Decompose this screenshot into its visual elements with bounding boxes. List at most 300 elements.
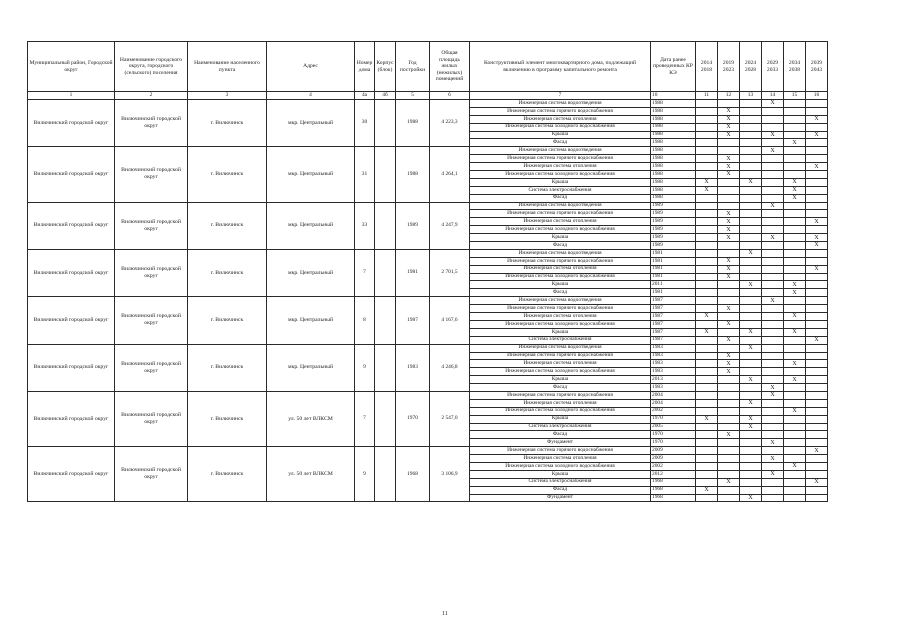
period-mark-cell (762, 494, 784, 502)
period-mark-cell (806, 273, 828, 281)
element-name-cell: Система электроснабжения (470, 186, 651, 194)
period-mark-cell (740, 478, 762, 486)
period-mark-cell (806, 376, 828, 384)
period-mark-cell (806, 281, 828, 289)
element-name-cell: Инженерная система холодного водоснабжения (470, 123, 651, 131)
period-mark-cell (696, 320, 718, 328)
period-mark-cell (806, 415, 828, 423)
period-mark-cell (762, 447, 784, 455)
element-name-cell: Инженерная система водоотведения (470, 249, 651, 257)
period-mark-cell (784, 107, 806, 115)
period-mark-cell (740, 391, 762, 399)
period-mark-cell (762, 376, 784, 384)
period-mark-cell (784, 391, 806, 399)
period-mark-cell (696, 399, 718, 407)
element-name-cell: Крыша (470, 131, 651, 139)
locality-cell: г. Вилючинск (188, 391, 267, 446)
period-mark-cell (806, 423, 828, 431)
previous-repair-date-cell: 1981 (651, 289, 696, 297)
period-mark-cell (762, 320, 784, 328)
period-mark-cell (740, 100, 762, 108)
period-mark-cell: X (718, 163, 740, 171)
period-mark-cell: X (762, 297, 784, 305)
period-mark-cell (762, 210, 784, 218)
period-mark-cell (718, 415, 740, 423)
period-mark-cell: X (740, 423, 762, 431)
municipality-cell: Вилючинский городской округ (115, 297, 188, 344)
municipality-cell: Вилючинский городской округ (115, 100, 188, 147)
period-mark-cell (696, 297, 718, 305)
period-mark-cell: X (718, 171, 740, 179)
period-mark-cell (784, 494, 806, 502)
period-mark-cell: X (718, 352, 740, 360)
period-mark-cell (806, 344, 828, 352)
house-number-cell: 30 (355, 100, 375, 147)
period-mark-cell: X (718, 431, 740, 439)
period-mark-cell (718, 384, 740, 392)
period-mark-cell (718, 139, 740, 147)
period-mark-cell (762, 423, 784, 431)
period-mark-cell: X (718, 360, 740, 368)
period-mark-cell: X (740, 494, 762, 502)
period-mark-cell (762, 218, 784, 226)
period-mark-cell: X (784, 360, 806, 368)
period-mark-cell (762, 194, 784, 202)
period-mark-cell (762, 249, 784, 257)
period-mark-cell (696, 131, 718, 139)
period-mark-cell (806, 328, 828, 336)
period-mark-cell (740, 115, 762, 123)
locality-cell: г. Вилючинск (188, 202, 267, 249)
period-mark-cell: X (784, 313, 806, 321)
period-mark-cell: X (718, 115, 740, 123)
element-name-cell: Фундамент (470, 494, 651, 502)
previous-repair-date-cell: 1988 (651, 100, 696, 108)
previous-repair-date-cell: 1968 (651, 478, 696, 486)
period-mark-cell (718, 455, 740, 463)
previous-repair-date-cell: 1981 (651, 249, 696, 257)
period-mark-cell (762, 226, 784, 234)
element-name-cell: Фундамент (470, 439, 651, 447)
period-mark-cell (696, 265, 718, 273)
period-mark-cell: X (784, 328, 806, 336)
period-mark-cell (806, 431, 828, 439)
period-mark-cell (696, 478, 718, 486)
period-mark-cell (806, 360, 828, 368)
period-mark-cell (718, 186, 740, 194)
period-mark-cell: X (718, 273, 740, 281)
period-mark-cell: X (718, 107, 740, 115)
period-mark-cell (806, 139, 828, 147)
previous-repair-date-cell: 1989 (651, 202, 696, 210)
period-mark-cell (696, 360, 718, 368)
area-cell: 2 701,5 (430, 249, 470, 296)
period-mark-cell (696, 210, 718, 218)
period-mark-cell (806, 186, 828, 194)
block-cell (375, 344, 396, 391)
previous-repair-date-cell: 1987 (651, 320, 696, 328)
column-number: 4 (267, 92, 355, 100)
period-mark-cell (718, 289, 740, 297)
column-number: 4а (355, 92, 375, 100)
address-cell: мкр. Центральный (267, 297, 355, 344)
period-mark-cell (696, 202, 718, 210)
period-mark-cell (762, 352, 784, 360)
period-mark-cell: X (784, 139, 806, 147)
period-mark-cell (784, 171, 806, 179)
period-mark-cell: X (696, 178, 718, 186)
period-mark-cell (784, 218, 806, 226)
period-mark-cell (806, 257, 828, 265)
element-name-cell: Инженерная система холодного водоснабжения (470, 171, 651, 179)
period-mark-cell: X (740, 328, 762, 336)
address-cell: ул. 50 лет ВЛКСМ (267, 391, 355, 446)
period-mark-cell (784, 399, 806, 407)
district-cell: Вилючинский городской округ (28, 202, 115, 249)
municipality-cell: Вилючинский городской округ (115, 447, 188, 502)
element-name-cell: Инженерная система горячего водоснабжения (470, 305, 651, 313)
element-name-cell: Инженерная система горячего водоснабжения (470, 210, 651, 218)
period-mark-cell (718, 297, 740, 305)
period-mark-cell (696, 257, 718, 265)
period-mark-cell: X (784, 289, 806, 297)
period-mark-cell: X (762, 131, 784, 139)
period-mark-cell: X (718, 336, 740, 344)
period-mark-cell (762, 242, 784, 250)
block-cell (375, 391, 396, 446)
period-mark-cell (718, 462, 740, 470)
period-mark-cell (718, 486, 740, 494)
period-mark-cell (740, 147, 762, 155)
period-mark-cell (696, 155, 718, 163)
header-cell: Адрес (267, 42, 355, 92)
period-mark-cell (762, 486, 784, 494)
period-mark-cell (696, 407, 718, 415)
period-mark-cell: X (718, 226, 740, 234)
period-mark-cell (740, 352, 762, 360)
previous-repair-date-cell: 2009 (651, 455, 696, 463)
period-mark-cell (784, 131, 806, 139)
element-name-cell: Фасад (470, 194, 651, 202)
period-mark-cell (740, 289, 762, 297)
period-mark-cell (718, 328, 740, 336)
period-mark-cell: X (806, 218, 828, 226)
period-mark-cell (718, 407, 740, 415)
table-row (28, 344, 828, 352)
period-mark-cell (784, 123, 806, 131)
period-mark-cell (762, 281, 784, 289)
header-cell: Номер дома (355, 42, 375, 92)
previous-repair-date-cell: 1988 (651, 155, 696, 163)
previous-repair-date-cell: 1981 (651, 265, 696, 273)
period-mark-cell: X (696, 486, 718, 494)
header-cell: 2019 2023 (718, 42, 740, 92)
period-mark-cell: X (718, 478, 740, 486)
period-mark-cell (784, 384, 806, 392)
period-mark-cell (762, 171, 784, 179)
element-name-cell: Инженерная система отопления (470, 163, 651, 171)
element-name-cell: Инженерная система отопления (470, 399, 651, 407)
element-name-cell: Крыша (470, 328, 651, 336)
column-number: 14 (762, 92, 784, 100)
period-mark-cell (718, 399, 740, 407)
element-name-cell: Крыша (470, 234, 651, 242)
period-mark-cell (718, 313, 740, 321)
block-cell (375, 147, 396, 202)
period-mark-cell (740, 226, 762, 234)
period-mark-cell (784, 249, 806, 257)
period-mark-cell (740, 265, 762, 273)
period-mark-cell (806, 107, 828, 115)
period-mark-cell (696, 336, 718, 344)
period-mark-cell: X (718, 131, 740, 139)
period-mark-cell: X (806, 131, 828, 139)
period-mark-cell (784, 478, 806, 486)
header-cell: Дата ранее проведенных КР КЭ (651, 42, 696, 92)
period-mark-cell (762, 431, 784, 439)
header-cell: Общая площадь жилых (нежилых) помещений (430, 42, 470, 92)
period-mark-cell (696, 242, 718, 250)
element-name-cell: Инженерная система отопления (470, 218, 651, 226)
house-number-cell: 7 (355, 249, 375, 296)
period-mark-cell (740, 202, 762, 210)
period-mark-cell (696, 226, 718, 234)
period-mark-cell (740, 139, 762, 147)
period-mark-cell (740, 257, 762, 265)
period-mark-cell (762, 313, 784, 321)
element-name-cell: Инженерная система горячего водоснабжения (470, 155, 651, 163)
period-mark-cell (740, 210, 762, 218)
period-mark-cell: X (718, 368, 740, 376)
table-row (28, 249, 828, 257)
period-mark-cell: X (740, 178, 762, 186)
period-mark-cell (806, 123, 828, 131)
previous-repair-date-cell: 1981 (651, 273, 696, 281)
period-mark-cell (740, 313, 762, 321)
previous-repair-date-cell: 1988 (651, 107, 696, 115)
previous-repair-date-cell: 1988 (651, 163, 696, 171)
period-mark-cell (806, 155, 828, 163)
period-mark-cell (696, 289, 718, 297)
period-mark-cell (696, 344, 718, 352)
period-mark-cell (740, 234, 762, 242)
build-year-cell: 1989 (396, 202, 430, 249)
period-mark-cell (806, 313, 828, 321)
period-mark-cell (718, 423, 740, 431)
previous-repair-date-cell: 2002 (651, 407, 696, 415)
period-mark-cell (740, 218, 762, 226)
period-mark-cell (762, 107, 784, 115)
municipality-cell: Вилючинский городской округ (115, 249, 188, 296)
period-mark-cell (806, 494, 828, 502)
previous-repair-date-cell: 1988 (651, 171, 696, 179)
previous-repair-date-cell: 2011 (651, 281, 696, 289)
element-name-cell: Инженерная система холодного водоснабжения (470, 407, 651, 415)
period-mark-cell (806, 470, 828, 478)
period-mark-cell (762, 265, 784, 273)
element-name-cell: Инженерная система холодного водоснабжения (470, 226, 651, 234)
element-name-cell: Крыша (470, 470, 651, 478)
period-mark-cell (806, 289, 828, 297)
period-mark-cell (762, 186, 784, 194)
period-mark-cell (762, 305, 784, 313)
build-year-cell: 1988 (396, 147, 430, 202)
element-name-cell: Инженерная система водоотведения (470, 202, 651, 210)
period-mark-cell (762, 289, 784, 297)
period-mark-cell (784, 242, 806, 250)
period-mark-cell (718, 147, 740, 155)
page-number: 11 (442, 611, 448, 617)
period-mark-cell (696, 470, 718, 478)
period-mark-cell: X (806, 242, 828, 250)
period-mark-cell (696, 139, 718, 147)
previous-repair-date-cell: 1983 (651, 352, 696, 360)
table-row (28, 391, 828, 399)
period-mark-cell: X (806, 163, 828, 171)
locality-cell: г. Вилючинск (188, 147, 267, 202)
previous-repair-date-cell: 1968 (651, 486, 696, 494)
period-mark-cell (718, 202, 740, 210)
house-number-cell: 9 (355, 344, 375, 391)
period-mark-cell (718, 178, 740, 186)
period-mark-cell: X (718, 265, 740, 273)
period-mark-cell: X (806, 478, 828, 486)
previous-repair-date-cell: 1970 (651, 415, 696, 423)
district-cell: Вилючинский городской округ (28, 391, 115, 446)
period-mark-cell (762, 123, 784, 131)
period-mark-cell: X (718, 218, 740, 226)
period-mark-cell (784, 210, 806, 218)
period-mark-cell: X (762, 100, 784, 108)
period-mark-cell (740, 155, 762, 163)
block-cell (375, 249, 396, 296)
previous-repair-date-cell: 1983 (651, 368, 696, 376)
period-mark-cell (806, 210, 828, 218)
address-cell: мкр. Центральный (267, 249, 355, 296)
element-name-cell: Фасад (470, 289, 651, 297)
period-mark-cell (740, 273, 762, 281)
period-mark-cell (718, 281, 740, 289)
column-number: 12 (718, 92, 740, 100)
table-row (28, 297, 828, 305)
period-mark-cell (696, 423, 718, 431)
element-name-cell: Инженерная система горячего водоснабжения (470, 391, 651, 399)
element-name-cell: Инженерная система водоотведения (470, 344, 651, 352)
period-mark-cell (740, 407, 762, 415)
previous-repair-date-cell: 1988 (651, 194, 696, 202)
previous-repair-date-cell: 1989 (651, 218, 696, 226)
period-mark-cell (718, 447, 740, 455)
period-mark-cell: X (762, 439, 784, 447)
period-mark-cell: X (784, 186, 806, 194)
previous-repair-date-cell: 1988 (651, 123, 696, 131)
address-cell: мкр. Центральный (267, 147, 355, 202)
previous-repair-date-cell: 2005 (651, 423, 696, 431)
period-mark-cell (784, 431, 806, 439)
element-name-cell: Инженерная система водоотведения (470, 100, 651, 108)
period-mark-cell (740, 123, 762, 131)
period-mark-cell: X (718, 305, 740, 313)
header-cell: Наименование городского округа, городского (сельского) поселения (115, 42, 188, 92)
period-mark-cell (718, 470, 740, 478)
header-cell: Муниципальный район, Городской округ (28, 42, 115, 92)
period-mark-cell (784, 305, 806, 313)
district-cell: Вилючинский городской округ (28, 100, 115, 147)
period-mark-cell (806, 178, 828, 186)
header-cell: Корпус (блок) (375, 42, 396, 92)
period-mark-cell (762, 399, 784, 407)
period-mark-cell (696, 305, 718, 313)
period-mark-cell (784, 273, 806, 281)
period-mark-cell (718, 194, 740, 202)
previous-repair-date-cell: 1983 (651, 384, 696, 392)
element-name-cell: Инженерная система горячего водоснабжения (470, 257, 651, 265)
period-mark-cell (806, 171, 828, 179)
period-mark-cell (806, 100, 828, 108)
period-mark-cell (696, 281, 718, 289)
period-mark-cell: X (784, 178, 806, 186)
address-cell: мкр. Центральный (267, 202, 355, 249)
period-mark-cell (696, 439, 718, 447)
previous-repair-date-cell: 1988 (651, 115, 696, 123)
block-cell (375, 202, 396, 249)
period-mark-cell (740, 462, 762, 470)
period-mark-cell (740, 384, 762, 392)
period-mark-cell (784, 447, 806, 455)
element-name-cell: Фасад (470, 242, 651, 250)
period-mark-cell (784, 439, 806, 447)
period-mark-cell (740, 486, 762, 494)
period-mark-cell (784, 155, 806, 163)
period-mark-cell (762, 368, 784, 376)
house-number-cell: 33 (355, 202, 375, 249)
period-mark-cell (806, 147, 828, 155)
period-mark-cell (784, 470, 806, 478)
locality-cell: г. Вилючинск (188, 100, 267, 147)
previous-repair-date-cell: 2004 (651, 391, 696, 399)
element-name-cell: Инженерная система горячего водоснабжения (470, 447, 651, 455)
period-mark-cell (784, 336, 806, 344)
element-name-cell: Инженерная система горячего водоснабжения (470, 352, 651, 360)
address-cell: мкр. Центральный (267, 100, 355, 147)
period-mark-cell (696, 163, 718, 171)
area-cell: 2 547,0 (430, 391, 470, 446)
previous-repair-date-cell: 2009 (651, 447, 696, 455)
header-cell: 2014 2018 (696, 42, 718, 92)
period-mark-cell (762, 462, 784, 470)
district-cell: Вилючинский городской округ (28, 249, 115, 296)
period-mark-cell (740, 336, 762, 344)
build-year-cell: 1983 (396, 344, 430, 391)
period-mark-cell (806, 352, 828, 360)
period-mark-cell (696, 494, 718, 502)
period-mark-cell: X (762, 384, 784, 392)
previous-repair-date-cell: 1989 (651, 226, 696, 234)
period-mark-cell (806, 384, 828, 392)
period-mark-cell: X (740, 399, 762, 407)
period-mark-cell (740, 439, 762, 447)
column-number: 2 (115, 92, 188, 100)
period-mark-cell (784, 423, 806, 431)
period-mark-cell (696, 352, 718, 360)
build-year-cell: 1970 (396, 391, 430, 446)
locality-cell: г. Вилючинск (188, 249, 267, 296)
period-mark-cell: X (806, 234, 828, 242)
header-cell: Год постройки (396, 42, 430, 92)
period-mark-cell (784, 352, 806, 360)
period-mark-cell: X (696, 186, 718, 194)
previous-repair-date-cell: 1989 (651, 242, 696, 250)
